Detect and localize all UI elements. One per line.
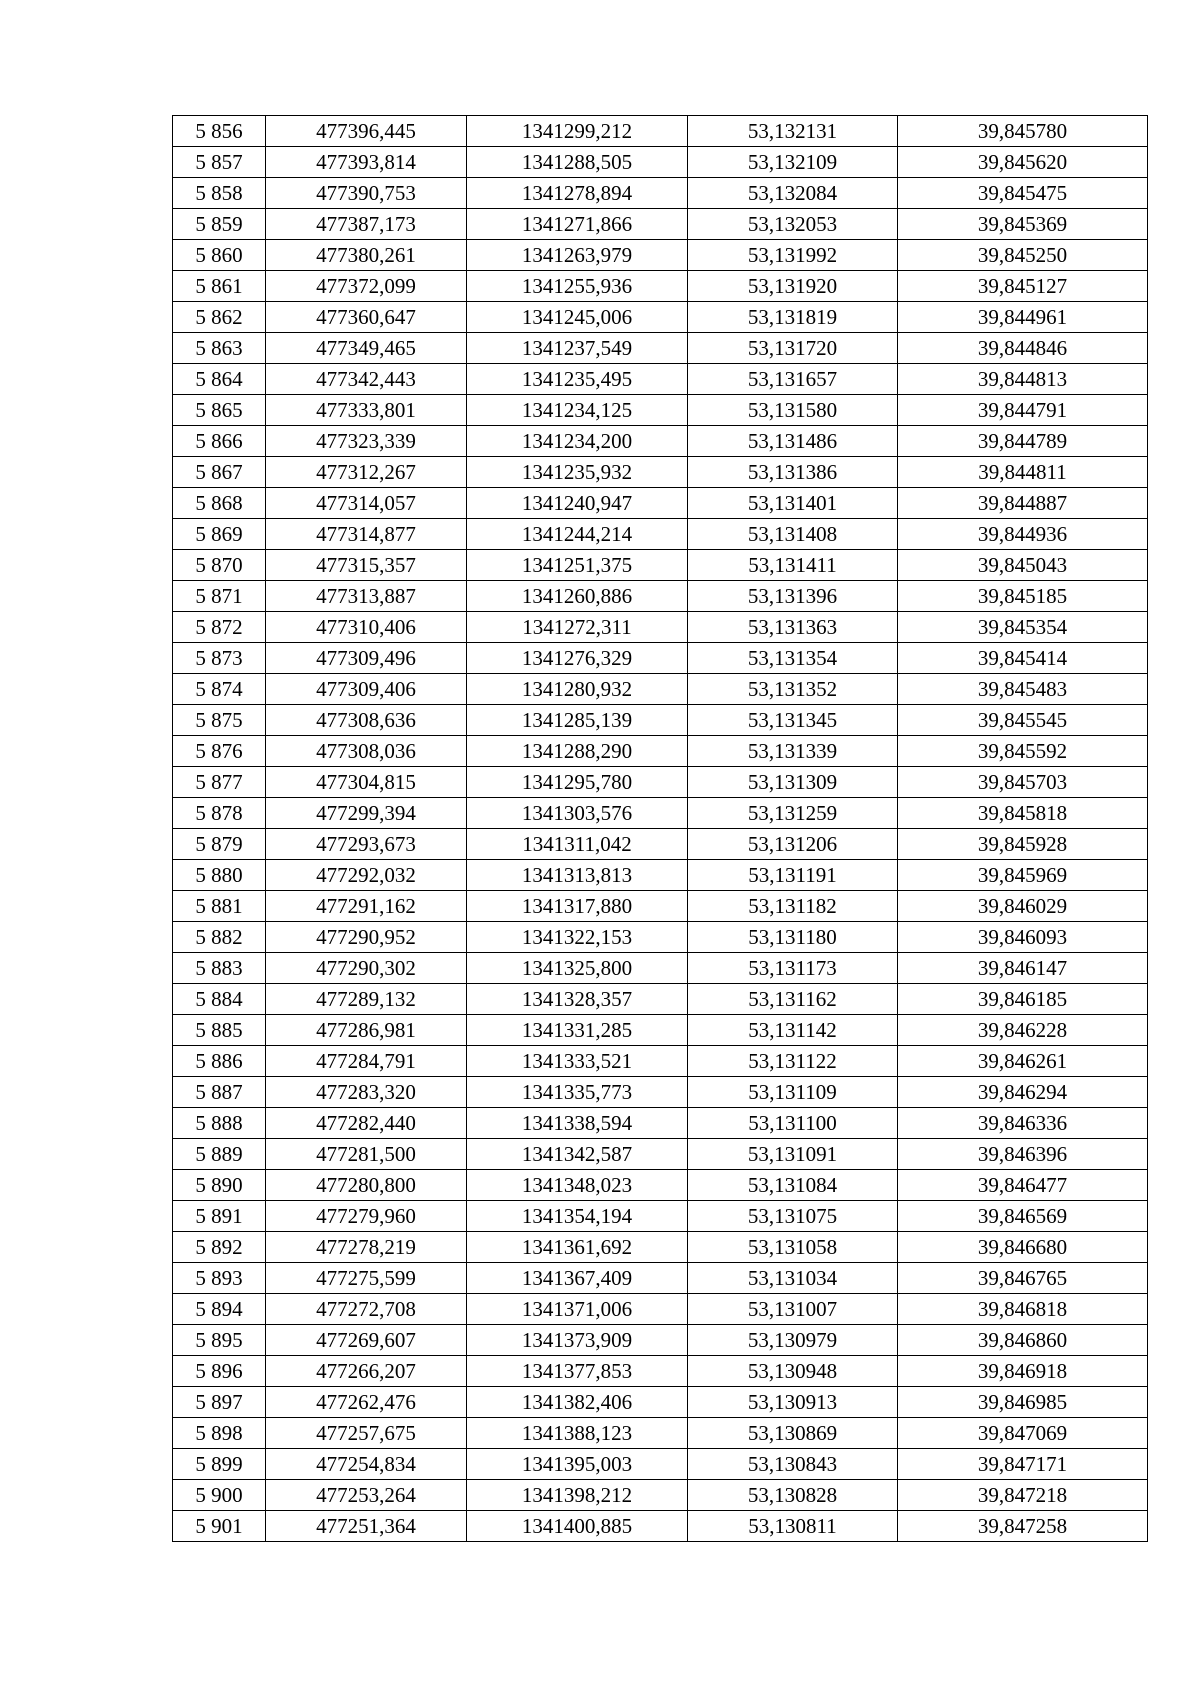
table-row <box>173 1387 1148 1418</box>
point-number-cell: 5 872 <box>173 612 266 643</box>
point-number-cell: 5 880 <box>173 860 266 891</box>
y-coordinate-cell: 1341388,123 <box>467 1418 688 1449</box>
y-coordinate-cell: 1341245,006 <box>467 302 688 333</box>
table-row <box>173 984 1148 1015</box>
table-row <box>173 860 1148 891</box>
longitude-cell: 39,846396 <box>898 1139 1148 1170</box>
table-row <box>173 240 1148 271</box>
point-number-cell: 5 884 <box>173 984 266 1015</box>
latitude-cell: 53,130979 <box>688 1325 898 1356</box>
latitude-cell: 53,131401 <box>688 488 898 519</box>
table-row <box>173 1511 1148 1542</box>
y-coordinate-cell: 1341333,521 <box>467 1046 688 1077</box>
point-number-cell: 5 869 <box>173 519 266 550</box>
latitude-cell: 53,131191 <box>688 860 898 891</box>
point-number-cell: 5 861 <box>173 271 266 302</box>
latitude-cell: 53,130869 <box>688 1418 898 1449</box>
latitude-cell: 53,131580 <box>688 395 898 426</box>
x-coordinate-cell: 477304,815 <box>266 767 467 798</box>
longitude-cell: 39,846261 <box>898 1046 1148 1077</box>
y-coordinate-cell: 1341288,290 <box>467 736 688 767</box>
x-coordinate-cell: 477308,636 <box>266 705 467 736</box>
table-row <box>173 1170 1148 1201</box>
x-coordinate-cell: 477254,834 <box>266 1449 467 1480</box>
point-number-cell: 5 890 <box>173 1170 266 1201</box>
latitude-cell: 53,131309 <box>688 767 898 798</box>
longitude-cell: 39,844887 <box>898 488 1148 519</box>
y-coordinate-cell: 1341235,932 <box>467 457 688 488</box>
point-number-cell: 5 875 <box>173 705 266 736</box>
point-number-cell: 5 862 <box>173 302 266 333</box>
point-number-cell: 5 895 <box>173 1325 266 1356</box>
x-coordinate-cell: 477289,132 <box>266 984 467 1015</box>
table-row <box>173 333 1148 364</box>
latitude-cell: 53,131992 <box>688 240 898 271</box>
table-row <box>173 612 1148 643</box>
table-row <box>173 271 1148 302</box>
point-number-cell: 5 883 <box>173 953 266 984</box>
y-coordinate-cell: 1341395,003 <box>467 1449 688 1480</box>
latitude-cell: 53,131034 <box>688 1263 898 1294</box>
point-number-cell: 5 865 <box>173 395 266 426</box>
point-number-cell: 5 886 <box>173 1046 266 1077</box>
latitude-cell: 53,132053 <box>688 209 898 240</box>
x-coordinate-cell: 477313,887 <box>266 581 467 612</box>
y-coordinate-cell: 1341354,194 <box>467 1201 688 1232</box>
table-row <box>173 395 1148 426</box>
longitude-cell: 39,844936 <box>898 519 1148 550</box>
latitude-cell: 53,131657 <box>688 364 898 395</box>
y-coordinate-cell: 1341244,214 <box>467 519 688 550</box>
point-number-cell: 5 893 <box>173 1263 266 1294</box>
longitude-cell: 39,844791 <box>898 395 1148 426</box>
latitude-cell: 53,131339 <box>688 736 898 767</box>
table-row <box>173 302 1148 333</box>
point-number-cell: 5 898 <box>173 1418 266 1449</box>
point-number-cell: 5 856 <box>173 116 266 147</box>
table-row <box>173 1077 1148 1108</box>
table-row <box>173 147 1148 178</box>
longitude-cell: 39,847069 <box>898 1418 1148 1449</box>
point-number-cell: 5 860 <box>173 240 266 271</box>
longitude-cell: 39,845043 <box>898 550 1148 581</box>
latitude-cell: 53,130948 <box>688 1356 898 1387</box>
table-row <box>173 1294 1148 1325</box>
x-coordinate-cell: 477272,708 <box>266 1294 467 1325</box>
x-coordinate-cell: 477280,800 <box>266 1170 467 1201</box>
latitude-cell: 53,131173 <box>688 953 898 984</box>
longitude-cell: 39,844813 <box>898 364 1148 395</box>
longitude-cell: 39,846918 <box>898 1356 1148 1387</box>
x-coordinate-cell: 477312,267 <box>266 457 467 488</box>
longitude-cell: 39,846029 <box>898 891 1148 922</box>
y-coordinate-cell: 1341276,329 <box>467 643 688 674</box>
longitude-cell: 39,846147 <box>898 953 1148 984</box>
table-row <box>173 1325 1148 1356</box>
x-coordinate-cell: 477278,219 <box>266 1232 467 1263</box>
latitude-cell: 53,131142 <box>688 1015 898 1046</box>
y-coordinate-cell: 1341234,125 <box>467 395 688 426</box>
point-number-cell: 5 897 <box>173 1387 266 1418</box>
x-coordinate-cell: 477309,496 <box>266 643 467 674</box>
x-coordinate-cell: 477262,476 <box>266 1387 467 1418</box>
table-row <box>173 364 1148 395</box>
latitude-cell: 53,131122 <box>688 1046 898 1077</box>
x-coordinate-cell: 477333,801 <box>266 395 467 426</box>
longitude-cell: 39,846093 <box>898 922 1148 953</box>
longitude-cell: 39,846985 <box>898 1387 1148 1418</box>
latitude-cell: 53,130828 <box>688 1480 898 1511</box>
x-coordinate-cell: 477293,673 <box>266 829 467 860</box>
x-coordinate-cell: 477387,173 <box>266 209 467 240</box>
point-number-cell: 5 888 <box>173 1108 266 1139</box>
longitude-cell: 39,845250 <box>898 240 1148 271</box>
table-row <box>173 798 1148 829</box>
longitude-cell: 39,845475 <box>898 178 1148 209</box>
longitude-cell: 39,845414 <box>898 643 1148 674</box>
longitude-cell: 39,847258 <box>898 1511 1148 1542</box>
latitude-cell: 53,131720 <box>688 333 898 364</box>
x-coordinate-cell: 477380,261 <box>266 240 467 271</box>
point-number-cell: 5 885 <box>173 1015 266 1046</box>
y-coordinate-cell: 1341317,880 <box>467 891 688 922</box>
longitude-cell: 39,845620 <box>898 147 1148 178</box>
y-coordinate-cell: 1341288,505 <box>467 147 688 178</box>
table-row <box>173 1108 1148 1139</box>
longitude-cell: 39,847171 <box>898 1449 1148 1480</box>
latitude-cell: 53,131920 <box>688 271 898 302</box>
latitude-cell: 53,130811 <box>688 1511 898 1542</box>
point-number-cell: 5 882 <box>173 922 266 953</box>
x-coordinate-cell: 477314,877 <box>266 519 467 550</box>
latitude-cell: 53,131109 <box>688 1077 898 1108</box>
table-row <box>173 1418 1148 1449</box>
point-number-cell: 5 877 <box>173 767 266 798</box>
latitude-cell: 53,131363 <box>688 612 898 643</box>
x-coordinate-cell: 477275,599 <box>266 1263 467 1294</box>
y-coordinate-cell: 1341303,576 <box>467 798 688 829</box>
latitude-cell: 53,131182 <box>688 891 898 922</box>
table-row <box>173 457 1148 488</box>
longitude-cell: 39,846818 <box>898 1294 1148 1325</box>
latitude-cell: 53,131206 <box>688 829 898 860</box>
longitude-cell: 39,845780 <box>898 116 1148 147</box>
x-coordinate-cell: 477286,981 <box>266 1015 467 1046</box>
point-number-cell: 5 870 <box>173 550 266 581</box>
x-coordinate-cell: 477323,339 <box>266 426 467 457</box>
point-number-cell: 5 864 <box>173 364 266 395</box>
latitude-cell: 53,131354 <box>688 643 898 674</box>
latitude-cell: 53,131259 <box>688 798 898 829</box>
longitude-cell: 39,845592 <box>898 736 1148 767</box>
latitude-cell: 53,131162 <box>688 984 898 1015</box>
latitude-cell: 53,131486 <box>688 426 898 457</box>
table-row <box>173 1015 1148 1046</box>
x-coordinate-cell: 477290,302 <box>266 953 467 984</box>
y-coordinate-cell: 1341361,692 <box>467 1232 688 1263</box>
longitude-cell: 39,846228 <box>898 1015 1148 1046</box>
latitude-cell: 53,132084 <box>688 178 898 209</box>
longitude-cell: 39,845818 <box>898 798 1148 829</box>
longitude-cell: 39,846477 <box>898 1170 1148 1201</box>
x-coordinate-cell: 477349,465 <box>266 333 467 364</box>
latitude-cell: 53,131075 <box>688 1201 898 1232</box>
table-row <box>173 674 1148 705</box>
y-coordinate-cell: 1341272,311 <box>467 612 688 643</box>
y-coordinate-cell: 1341295,780 <box>467 767 688 798</box>
point-number-cell: 5 873 <box>173 643 266 674</box>
x-coordinate-cell: 477266,207 <box>266 1356 467 1387</box>
y-coordinate-cell: 1341235,495 <box>467 364 688 395</box>
point-number-cell: 5 889 <box>173 1139 266 1170</box>
x-coordinate-cell: 477299,394 <box>266 798 467 829</box>
x-coordinate-cell: 477279,960 <box>266 1201 467 1232</box>
y-coordinate-cell: 1341377,853 <box>467 1356 688 1387</box>
table-row <box>173 426 1148 457</box>
longitude-cell: 39,845483 <box>898 674 1148 705</box>
point-number-cell: 5 876 <box>173 736 266 767</box>
point-number-cell: 5 867 <box>173 457 266 488</box>
table-row <box>173 1480 1148 1511</box>
table-row <box>173 116 1148 147</box>
table-row <box>173 953 1148 984</box>
table-row <box>173 829 1148 860</box>
y-coordinate-cell: 1341325,800 <box>467 953 688 984</box>
longitude-cell: 39,846569 <box>898 1201 1148 1232</box>
y-coordinate-cell: 1341348,023 <box>467 1170 688 1201</box>
point-number-cell: 5 892 <box>173 1232 266 1263</box>
longitude-cell: 39,845928 <box>898 829 1148 860</box>
y-coordinate-cell: 1341271,866 <box>467 209 688 240</box>
x-coordinate-cell: 477284,791 <box>266 1046 467 1077</box>
y-coordinate-cell: 1341400,885 <box>467 1511 688 1542</box>
x-coordinate-cell: 477283,320 <box>266 1077 467 1108</box>
longitude-cell: 39,846860 <box>898 1325 1148 1356</box>
point-number-cell: 5 881 <box>173 891 266 922</box>
point-number-cell: 5 899 <box>173 1449 266 1480</box>
point-number-cell: 5 863 <box>173 333 266 364</box>
x-coordinate-cell: 477396,445 <box>266 116 467 147</box>
table-row <box>173 581 1148 612</box>
y-coordinate-cell: 1341322,153 <box>467 922 688 953</box>
longitude-cell: 39,846680 <box>898 1232 1148 1263</box>
y-coordinate-cell: 1341260,886 <box>467 581 688 612</box>
latitude-cell: 53,130913 <box>688 1387 898 1418</box>
point-number-cell: 5 871 <box>173 581 266 612</box>
x-coordinate-cell: 477281,500 <box>266 1139 467 1170</box>
table-row <box>173 1139 1148 1170</box>
y-coordinate-cell: 1341367,409 <box>467 1263 688 1294</box>
y-coordinate-cell: 1341251,375 <box>467 550 688 581</box>
latitude-cell: 53,131819 <box>688 302 898 333</box>
latitude-cell: 53,131100 <box>688 1108 898 1139</box>
y-coordinate-cell: 1341382,406 <box>467 1387 688 1418</box>
latitude-cell: 53,131386 <box>688 457 898 488</box>
table-row <box>173 922 1148 953</box>
longitude-cell: 39,845127 <box>898 271 1148 302</box>
y-coordinate-cell: 1341371,006 <box>467 1294 688 1325</box>
table-row <box>173 891 1148 922</box>
latitude-cell: 53,130843 <box>688 1449 898 1480</box>
x-coordinate-cell: 477360,647 <box>266 302 467 333</box>
x-coordinate-cell: 477390,753 <box>266 178 467 209</box>
longitude-cell: 39,845354 <box>898 612 1148 643</box>
point-number-cell: 5 894 <box>173 1294 266 1325</box>
longitude-cell: 39,846336 <box>898 1108 1148 1139</box>
y-coordinate-cell: 1341255,936 <box>467 271 688 302</box>
latitude-cell: 53,131411 <box>688 550 898 581</box>
x-coordinate-cell: 477393,814 <box>266 147 467 178</box>
point-number-cell: 5 887 <box>173 1077 266 1108</box>
table-row <box>173 1263 1148 1294</box>
x-coordinate-cell: 477314,057 <box>266 488 467 519</box>
y-coordinate-cell: 1341373,909 <box>467 1325 688 1356</box>
y-coordinate-cell: 1341338,594 <box>467 1108 688 1139</box>
point-number-cell: 5 858 <box>173 178 266 209</box>
y-coordinate-cell: 1341328,357 <box>467 984 688 1015</box>
table-row <box>173 705 1148 736</box>
x-coordinate-cell: 477292,032 <box>266 860 467 891</box>
latitude-cell: 53,132131 <box>688 116 898 147</box>
x-coordinate-cell: 477315,357 <box>266 550 467 581</box>
x-coordinate-cell: 477342,443 <box>266 364 467 395</box>
longitude-cell: 39,846185 <box>898 984 1148 1015</box>
point-number-cell: 5 879 <box>173 829 266 860</box>
table-row <box>173 209 1148 240</box>
table-row <box>173 178 1148 209</box>
table-row <box>173 1449 1148 1480</box>
table-row <box>173 519 1148 550</box>
x-coordinate-cell: 477372,099 <box>266 271 467 302</box>
longitude-cell: 39,845185 <box>898 581 1148 612</box>
point-number-cell: 5 891 <box>173 1201 266 1232</box>
longitude-cell: 39,844846 <box>898 333 1148 364</box>
latitude-cell: 53,131396 <box>688 581 898 612</box>
point-number-cell: 5 901 <box>173 1511 266 1542</box>
latitude-cell: 53,131408 <box>688 519 898 550</box>
coordinates-table-body <box>173 116 1148 1542</box>
y-coordinate-cell: 1341311,042 <box>467 829 688 860</box>
latitude-cell: 53,131091 <box>688 1139 898 1170</box>
point-number-cell: 5 896 <box>173 1356 266 1387</box>
y-coordinate-cell: 1341263,979 <box>467 240 688 271</box>
latitude-cell: 53,131180 <box>688 922 898 953</box>
y-coordinate-cell: 1341280,932 <box>467 674 688 705</box>
longitude-cell: 39,847218 <box>898 1480 1148 1511</box>
table-row <box>173 1232 1148 1263</box>
y-coordinate-cell: 1341240,947 <box>467 488 688 519</box>
longitude-cell: 39,844789 <box>898 426 1148 457</box>
longitude-cell: 39,844811 <box>898 457 1148 488</box>
y-coordinate-cell: 1341331,285 <box>467 1015 688 1046</box>
y-coordinate-cell: 1341299,212 <box>467 116 688 147</box>
latitude-cell: 53,131058 <box>688 1232 898 1263</box>
longitude-cell: 39,845969 <box>898 860 1148 891</box>
table-row <box>173 736 1148 767</box>
longitude-cell: 39,845703 <box>898 767 1148 798</box>
x-coordinate-cell: 477251,364 <box>266 1511 467 1542</box>
longitude-cell: 39,845545 <box>898 705 1148 736</box>
latitude-cell: 53,131352 <box>688 674 898 705</box>
point-number-cell: 5 859 <box>173 209 266 240</box>
y-coordinate-cell: 1341335,773 <box>467 1077 688 1108</box>
latitude-cell: 53,131345 <box>688 705 898 736</box>
y-coordinate-cell: 1341285,139 <box>467 705 688 736</box>
x-coordinate-cell: 477309,406 <box>266 674 467 705</box>
latitude-cell: 53,131084 <box>688 1170 898 1201</box>
longitude-cell: 39,846294 <box>898 1077 1148 1108</box>
latitude-cell: 53,132109 <box>688 147 898 178</box>
x-coordinate-cell: 477282,440 <box>266 1108 467 1139</box>
x-coordinate-cell: 477290,952 <box>266 922 467 953</box>
y-coordinate-cell: 1341234,200 <box>467 426 688 457</box>
table-row <box>173 1356 1148 1387</box>
y-coordinate-cell: 1341342,587 <box>467 1139 688 1170</box>
point-number-cell: 5 857 <box>173 147 266 178</box>
y-coordinate-cell: 1341237,549 <box>467 333 688 364</box>
point-number-cell: 5 900 <box>173 1480 266 1511</box>
x-coordinate-cell: 477291,162 <box>266 891 467 922</box>
x-coordinate-cell: 477310,406 <box>266 612 467 643</box>
point-number-cell: 5 868 <box>173 488 266 519</box>
longitude-cell: 39,844961 <box>898 302 1148 333</box>
x-coordinate-cell: 477257,675 <box>266 1418 467 1449</box>
x-coordinate-cell: 477308,036 <box>266 736 467 767</box>
y-coordinate-cell: 1341278,894 <box>467 178 688 209</box>
y-coordinate-cell: 1341313,813 <box>467 860 688 891</box>
x-coordinate-cell: 477269,607 <box>266 1325 467 1356</box>
longitude-cell: 39,846765 <box>898 1263 1148 1294</box>
table-row <box>173 488 1148 519</box>
coordinates-table <box>172 115 1148 1542</box>
y-coordinate-cell: 1341398,212 <box>467 1480 688 1511</box>
longitude-cell: 39,845369 <box>898 209 1148 240</box>
point-number-cell: 5 878 <box>173 798 266 829</box>
table-row <box>173 550 1148 581</box>
latitude-cell: 53,131007 <box>688 1294 898 1325</box>
table-row <box>173 643 1148 674</box>
table-row <box>173 1201 1148 1232</box>
table-row <box>173 1046 1148 1077</box>
point-number-cell: 5 866 <box>173 426 266 457</box>
table-row <box>173 767 1148 798</box>
x-coordinate-cell: 477253,264 <box>266 1480 467 1511</box>
point-number-cell: 5 874 <box>173 674 266 705</box>
